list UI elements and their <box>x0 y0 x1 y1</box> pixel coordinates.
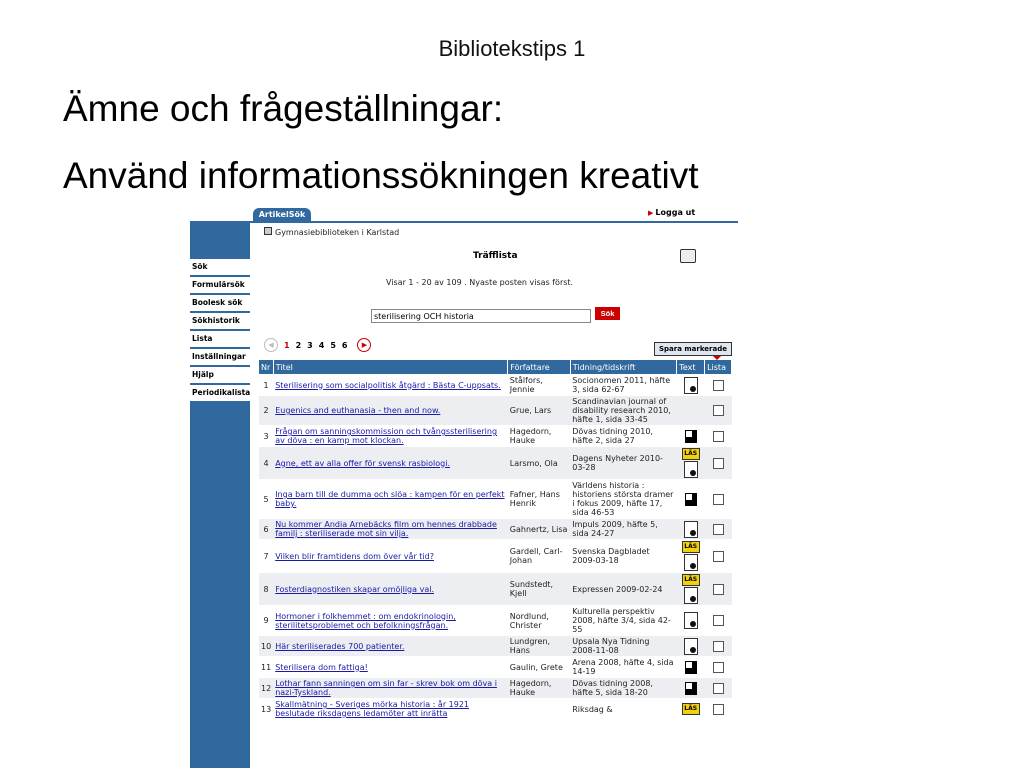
select-checkbox[interactable] <box>713 704 724 715</box>
col-journal: Tidning/tidskrift <box>570 360 677 375</box>
select-checkbox[interactable] <box>713 551 724 562</box>
row-title <box>273 540 508 573</box>
heading-subject: Ämne och frågeställningar: <box>63 88 504 129</box>
row-number: 4 <box>259 447 273 480</box>
fulltext-icon[interactable] <box>684 638 698 655</box>
row-number: 9 <box>259 606 273 636</box>
page-link[interactable]: 4 <box>318 340 325 350</box>
row-author: Larsmo, Ola <box>508 447 570 480</box>
row-select <box>705 678 732 699</box>
title-link[interactable]: Vilken blir framtidens dom över vår tid? <box>275 551 434 561</box>
sidebar-item-installningar[interactable]: Inställningar <box>190 349 250 366</box>
row-author: Nordlund, Christer <box>508 606 570 636</box>
row-journal: Dagens Nyheter 2010-03-28 <box>570 447 677 480</box>
results-title: Träfflista <box>473 251 518 261</box>
table-row <box>259 657 732 678</box>
row-select <box>705 699 732 720</box>
select-checkbox[interactable] <box>713 405 724 416</box>
fulltext-icon[interactable] <box>684 461 698 478</box>
row-select <box>705 606 732 636</box>
row-title <box>273 426 508 447</box>
title-link[interactable]: Sterilisering som socialpolitisk åtgärd : Bästa C-uppsats. <box>275 380 501 390</box>
select-checkbox[interactable] <box>713 683 724 694</box>
row-number: 1 <box>259 375 273 396</box>
pdf-icon[interactable] <box>685 661 697 674</box>
row-text-icons <box>677 447 705 480</box>
row-text-icons <box>677 396 705 426</box>
title-link[interactable]: Skallmätning - Sveriges mörka historia : år 1921 beslutade riksdagens ledamöter att inrätta <box>275 700 470 718</box>
row-author: Gahnertz, Lisa <box>508 519 570 540</box>
row-select <box>705 657 732 678</box>
row-select <box>705 540 732 573</box>
row-author: Gaulin, Grete <box>508 657 570 678</box>
col-title: Titel <box>273 360 508 375</box>
title-link[interactable]: Inga barn till de dumma och slöa : kampen för en perfekt baby. <box>275 490 505 508</box>
row-number: 8 <box>259 573 273 606</box>
row-journal: Dövas tidning 2010, häfte 2, sida 27 <box>570 426 677 447</box>
row-text-icons <box>677 480 705 519</box>
title-link[interactable]: Sterilisera dom fattiga! <box>275 662 368 672</box>
row-number: 7 <box>259 540 273 573</box>
las-icon[interactable]: LÄS <box>682 541 700 553</box>
row-title <box>273 396 508 426</box>
select-checkbox[interactable] <box>713 641 724 652</box>
row-text-icons <box>677 606 705 636</box>
row-journal: Dövas tidning 2008, häfte 5, sida 18-20 <box>570 678 677 699</box>
printer-icon[interactable] <box>680 249 696 263</box>
select-checkbox[interactable] <box>713 458 724 469</box>
top-bar <box>190 208 738 224</box>
page-link[interactable]: 6 <box>341 340 348 350</box>
row-title <box>273 657 508 678</box>
select-checkbox[interactable] <box>713 494 724 505</box>
row-journal: Upsala Nya Tidning 2008-11-08 <box>570 636 677 657</box>
title-link[interactable]: Lothar fann sanningen om sin far - skrev bok om döva i nazi-Tyskland. <box>275 679 497 697</box>
row-select <box>705 519 732 540</box>
title-link[interactable]: Eugenics and euthanasia - then and now. <box>275 406 441 415</box>
row-number: 5 <box>259 480 273 519</box>
row-text-icons <box>677 519 705 540</box>
row-select <box>705 636 732 657</box>
table-row <box>259 636 732 657</box>
row-author: Lundgren, Hans <box>508 636 570 657</box>
table-row <box>259 573 732 606</box>
title-link[interactable]: Frågan om sanningskommission och tvångssterilisering av döva : en kamp mot klockan. <box>275 427 498 445</box>
page-link[interactable]: 1 <box>284 340 290 350</box>
title-link[interactable]: Nu kommer Andia Arnebäcks film om hennes drabbade familj : steriliserade mot sin vilja. <box>275 520 497 538</box>
row-number: 2 <box>259 396 273 426</box>
pdf-icon[interactable] <box>685 682 697 695</box>
row-author: Stålfors, Jennie <box>508 375 570 396</box>
row-select <box>705 480 732 519</box>
row-author: Gardell, Carl-Johan <box>508 540 570 573</box>
fulltext-icon[interactable] <box>684 587 698 604</box>
table-row <box>259 447 732 480</box>
select-checkbox[interactable] <box>713 431 724 442</box>
row-number: 3 <box>259 426 273 447</box>
title-link[interactable]: Agne, ett av alla offer för svensk rasbiologi. <box>275 458 450 468</box>
table-row <box>259 678 732 699</box>
row-journal: Kulturella perspektiv 2008, häfte 3/4, sida 42-55 <box>570 606 677 636</box>
row-title <box>273 636 508 657</box>
row-title <box>273 699 508 720</box>
row-text-icons <box>677 657 705 678</box>
logout-link[interactable]: ▶ Logga ut <box>648 208 696 217</box>
prev-page-icon[interactable]: ◀ <box>264 338 278 352</box>
row-select <box>705 426 732 447</box>
row-author: Hagedorn, Hauke <box>508 678 570 699</box>
fulltext-icon[interactable] <box>684 554 698 571</box>
page-link[interactable]: 5 <box>330 340 336 350</box>
fulltext-icon[interactable] <box>684 521 698 538</box>
tab-artikelsok[interactable]: ArtikelSök <box>253 208 311 222</box>
library-icon <box>264 227 272 235</box>
search-button[interactable]: Sök <box>595 307 620 320</box>
page-link[interactable]: 2 <box>295 340 302 350</box>
table-row <box>259 540 732 573</box>
row-number: 12 <box>259 678 273 699</box>
results-count: Visar 1 - 20 av 109 . Nyaste posten visas först. <box>386 278 574 287</box>
title-link[interactable]: Fosterdiagnostiken skapar omöjliga val. <box>275 584 434 594</box>
las-icon[interactable]: LÄS <box>682 703 700 715</box>
divider <box>190 221 738 223</box>
row-text-icons <box>677 426 705 447</box>
select-checkbox[interactable] <box>713 524 724 535</box>
table-row <box>259 699 732 720</box>
col-nr: Nr <box>259 360 273 375</box>
row-number: 6 <box>259 519 273 540</box>
row-title <box>273 606 508 636</box>
table-row <box>259 426 732 447</box>
col-author: Författare <box>508 360 570 375</box>
row-journal: Riksdag & <box>570 699 677 720</box>
row-journal: Scandinavian journal of disability research 2010, häfte 1, sida 33-45 <box>570 396 677 426</box>
select-checkbox[interactable] <box>713 662 724 673</box>
row-text-icons <box>677 699 705 720</box>
row-select <box>705 573 732 606</box>
row-author: Grue, Lars <box>508 396 570 426</box>
sidebar-item-hjalp[interactable]: Hjälp <box>190 367 250 384</box>
row-select <box>705 396 732 426</box>
heading-search: Använd informationssökningen kreativt <box>63 155 699 196</box>
row-author: Hagedorn, Hauke <box>508 426 570 447</box>
row-journal: Svenska Dagbladet 2009-03-18 <box>570 540 677 573</box>
col-list: Lista <box>705 360 732 375</box>
row-journal: Världens historia : historiens största dramer i fokus 2009, häfte 17, sida 46-53 <box>570 480 677 519</box>
row-select <box>705 447 732 480</box>
row-title <box>273 447 508 480</box>
sidebar-item-formularsok[interactable]: Formulärsök <box>190 277 250 294</box>
fulltext-icon[interactable] <box>684 612 698 629</box>
row-select <box>705 375 732 396</box>
row-journal: Socionomen 2011, häfte 3, sida 62-67 <box>570 375 677 396</box>
las-icon[interactable]: LÄS <box>682 448 700 460</box>
search-input[interactable] <box>371 309 591 323</box>
las-icon[interactable]: LÄS <box>682 574 700 586</box>
sidebar <box>190 223 250 768</box>
row-text-icons <box>677 375 705 396</box>
row-number: 11 <box>259 657 273 678</box>
row-author <box>508 699 570 720</box>
row-number: 10 <box>259 636 273 657</box>
row-text-icons <box>677 636 705 657</box>
table-row <box>259 480 732 519</box>
row-text-icons <box>677 573 705 606</box>
row-journal: Expressen 2009-02-24 <box>570 573 677 606</box>
table-row <box>259 606 732 636</box>
pdf-icon[interactable] <box>685 430 697 443</box>
row-journal: Arena 2008, häfte 4, sida 14-19 <box>570 657 677 678</box>
artikelsok-screenshot <box>190 208 738 768</box>
table-row <box>259 519 732 540</box>
table-row <box>259 375 732 396</box>
slide-title: Bibliotekstips 1 <box>438 36 586 61</box>
arrow-right-icon: ▶ <box>648 209 654 217</box>
select-checkbox[interactable] <box>713 615 724 626</box>
sidebar-item-boolesk-sok[interactable]: Boolesk sök <box>190 295 250 312</box>
sidebar-item-sok[interactable]: Sök <box>190 259 250 276</box>
row-title <box>273 678 508 699</box>
row-author: Sundstedt, Kjell <box>508 573 570 606</box>
pdf-icon[interactable] <box>685 493 697 506</box>
row-journal: Impuls 2009, häfte 5, sida 24-27 <box>570 519 677 540</box>
row-number: 13 <box>259 699 273 720</box>
row-title <box>273 519 508 540</box>
select-checkbox[interactable] <box>713 380 724 391</box>
sidebar-item-periodikalista[interactable]: Periodikalista <box>190 385 250 402</box>
row-author: Fafner, Hans Henrik <box>508 480 570 519</box>
title-link[interactable]: Här steriliserades 700 patienter. <box>275 641 405 651</box>
next-page-icon[interactable]: ▶ <box>357 338 371 352</box>
title-link[interactable]: Hormoner i folkhemmet : om endokrinologin, sterilitetsproblemet och befolkningsfrågan. <box>275 611 456 630</box>
row-text-icons <box>677 540 705 573</box>
results-table <box>259 360 732 719</box>
fulltext-icon[interactable] <box>684 377 698 394</box>
page-link[interactable]: 3 <box>307 340 313 350</box>
row-title <box>273 480 508 519</box>
save-selected-button[interactable]: Spara markerade <box>654 342 732 356</box>
sidebar-item-lista[interactable]: Lista <box>190 331 250 348</box>
library-name: Gymnasiebiblioteken i Karlstad <box>264 227 399 237</box>
select-checkbox[interactable] <box>713 584 724 595</box>
sidebar-item-sokhistorik[interactable]: Sökhistorik <box>190 313 250 330</box>
pagination <box>264 338 371 352</box>
table-row <box>259 396 732 426</box>
row-text-icons <box>677 678 705 699</box>
row-title <box>273 573 508 606</box>
col-text: Text <box>677 360 705 375</box>
row-title <box>273 375 508 396</box>
